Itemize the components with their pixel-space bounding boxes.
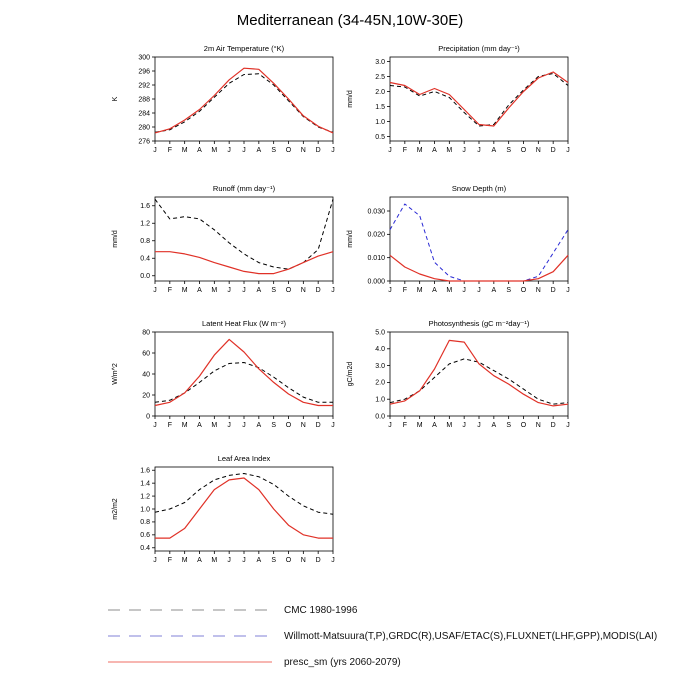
svg-text:m2/m2: m2/m2: [112, 498, 119, 520]
svg-text:F: F: [167, 422, 172, 429]
svg-text:F: F: [167, 287, 172, 294]
svg-text:Snow Depth (m): Snow Depth (m): [451, 184, 507, 193]
svg-text:J: J: [331, 422, 335, 429]
svg-text:O: O: [285, 147, 292, 154]
svg-text:S: S: [271, 422, 277, 429]
svg-text:A: A: [197, 422, 202, 429]
svg-text:N: N: [300, 557, 306, 564]
svg-text:N: N: [535, 287, 541, 294]
svg-text:0.030: 0.030: [367, 208, 385, 216]
svg-text:1.6: 1.6: [140, 203, 150, 211]
svg-text:J: J: [388, 422, 392, 429]
svg-text:A: A: [491, 422, 497, 429]
svg-text:5.0: 5.0: [375, 329, 385, 337]
svg-text:M: M: [416, 147, 423, 154]
svg-text:0.4: 0.4: [140, 255, 150, 263]
svg-text:S: S: [271, 147, 277, 154]
svg-text:J: J: [566, 147, 570, 154]
svg-text:J: J: [477, 287, 481, 294]
svg-text:N: N: [535, 147, 541, 154]
svg-text:A: A: [491, 287, 497, 294]
svg-text:J: J: [566, 422, 570, 429]
svg-text:O: O: [285, 287, 292, 294]
legend-item-cmc: [106, 597, 657, 623]
svg-text:3.0: 3.0: [375, 58, 385, 66]
chart-2m-air-temperature: [107, 43, 347, 161]
svg-text:J: J: [242, 422, 246, 429]
svg-text:0.6: 0.6: [140, 532, 150, 540]
svg-text:J: J: [227, 422, 231, 429]
svg-text:1.0: 1.0: [375, 118, 385, 126]
svg-text:0.4: 0.4: [140, 545, 150, 553]
svg-text:Latent Heat Flux (W m⁻²): Latent Heat Flux (W m⁻²): [202, 319, 286, 328]
legend-item-presc-sm: [106, 649, 657, 675]
svg-text:1.2: 1.2: [140, 220, 150, 228]
svg-text:288: 288: [138, 96, 150, 104]
svg-text:J: J: [462, 287, 466, 294]
svg-text:M: M: [446, 422, 453, 429]
svg-text:60: 60: [142, 350, 150, 358]
svg-text:276: 276: [138, 138, 150, 146]
svg-text:2.5: 2.5: [375, 73, 385, 81]
svg-text:1.0: 1.0: [375, 396, 385, 404]
svg-text:A: A: [432, 422, 437, 429]
svg-text:D: D: [315, 422, 321, 429]
svg-text:0.8: 0.8: [140, 519, 150, 527]
svg-text:F: F: [167, 557, 172, 564]
legend-label: CMC 1980-1996: [284, 604, 358, 616]
svg-text:J: J: [242, 557, 246, 564]
svg-text:Photosynthesis (gC m⁻²day⁻¹): Photosynthesis (gC m⁻²day⁻¹): [428, 319, 530, 328]
svg-text:J: J: [153, 287, 157, 294]
svg-text:J: J: [462, 422, 466, 429]
svg-text:3.0: 3.0: [375, 362, 385, 370]
legend-dashed-gray-line: [106, 604, 274, 616]
svg-text:J: J: [477, 422, 481, 429]
svg-text:W/m^2: W/m^2: [112, 363, 119, 385]
svg-text:J: J: [242, 287, 246, 294]
chart-photosynthesis: [342, 318, 582, 436]
svg-text:S: S: [506, 147, 512, 154]
svg-text:0.010: 0.010: [367, 254, 385, 262]
svg-text:1.4: 1.4: [140, 480, 150, 488]
svg-text:280: 280: [138, 124, 150, 132]
svg-text:S: S: [271, 287, 277, 294]
svg-text:M: M: [416, 422, 423, 429]
svg-text:1.0: 1.0: [140, 506, 150, 514]
svg-text:S: S: [506, 287, 512, 294]
svg-text:2m Air Temperature (°K): 2m Air Temperature (°K): [203, 44, 285, 53]
legend-label: Willmott-Matsuura(T,P),GRDC(R),USAF/ETAC(S),FLUXNET(LHF,GPP),MODIS(LAI): [284, 630, 658, 642]
svg-text:D: D: [550, 147, 556, 154]
svg-text:A: A: [432, 287, 437, 294]
svg-text:J: J: [242, 147, 246, 154]
svg-text:1.5: 1.5: [375, 103, 385, 111]
svg-text:N: N: [300, 287, 306, 294]
svg-text:M: M: [211, 422, 218, 429]
svg-text:0.020: 0.020: [367, 231, 385, 239]
svg-text:J: J: [388, 287, 392, 294]
svg-text:F: F: [402, 147, 407, 154]
svg-text:J: J: [388, 147, 392, 154]
svg-text:A: A: [491, 147, 497, 154]
svg-text:292: 292: [138, 82, 150, 90]
svg-text:J: J: [462, 147, 466, 154]
svg-text:A: A: [197, 557, 202, 564]
svg-text:gC/m2d: gC/m2d: [347, 361, 354, 387]
svg-text:M: M: [211, 147, 218, 154]
svg-text:N: N: [535, 422, 541, 429]
svg-text:0.0: 0.0: [140, 273, 150, 281]
svg-text:M: M: [446, 287, 453, 294]
svg-text:A: A: [256, 147, 262, 154]
legend-item-obs-blend: [106, 623, 657, 649]
svg-text:80: 80: [142, 329, 150, 337]
svg-text:20: 20: [142, 392, 150, 400]
svg-text:M: M: [211, 287, 218, 294]
svg-text:J: J: [153, 422, 157, 429]
figure-title: Mediterranean (34-45N,10W-30E): [236, 12, 464, 29]
svg-text:1.6: 1.6: [140, 467, 150, 475]
svg-text:O: O: [285, 422, 292, 429]
svg-text:2.0: 2.0: [375, 379, 385, 387]
svg-text:O: O: [285, 557, 292, 564]
svg-text:mm/d: mm/d: [112, 230, 119, 248]
svg-text:A: A: [256, 422, 262, 429]
chart-latent-heat-flux: [107, 318, 347, 436]
svg-text:D: D: [315, 557, 321, 564]
svg-text:2.0: 2.0: [375, 88, 385, 96]
chart-runoff: [107, 183, 347, 301]
svg-text:J: J: [153, 557, 157, 564]
svg-text:D: D: [550, 422, 556, 429]
svg-text:284: 284: [138, 110, 150, 118]
svg-text:M: M: [181, 422, 188, 429]
svg-text:300: 300: [138, 54, 150, 62]
svg-text:296: 296: [138, 68, 150, 76]
legend-dashed-blue-line: [106, 630, 274, 642]
svg-text:N: N: [300, 422, 306, 429]
svg-text:M: M: [416, 287, 423, 294]
svg-text:A: A: [197, 147, 202, 154]
svg-text:J: J: [566, 287, 570, 294]
svg-text:0: 0: [146, 413, 150, 421]
svg-text:A: A: [256, 287, 262, 294]
svg-text:4.0: 4.0: [375, 346, 385, 354]
svg-text:F: F: [402, 422, 407, 429]
svg-text:J: J: [153, 147, 157, 154]
svg-text:mm/d: mm/d: [347, 90, 354, 108]
svg-text:K: K: [112, 96, 119, 102]
svg-text:O: O: [520, 287, 527, 294]
chart-precipitation: [342, 43, 582, 161]
svg-text:M: M: [211, 557, 218, 564]
svg-text:J: J: [331, 287, 335, 294]
legend-solid-red-line: [106, 656, 274, 668]
svg-text:M: M: [181, 147, 188, 154]
svg-text:O: O: [520, 147, 527, 154]
svg-text:A: A: [256, 557, 262, 564]
svg-text:Precipitation (mm day⁻¹): Precipitation (mm day⁻¹): [438, 44, 520, 53]
svg-text:0.000: 0.000: [367, 278, 385, 286]
svg-text:Leaf Area Index: Leaf Area Index: [217, 454, 271, 463]
svg-text:J: J: [227, 287, 231, 294]
svg-text:D: D: [315, 287, 321, 294]
svg-text:J: J: [331, 557, 335, 564]
svg-text:M: M: [446, 147, 453, 154]
chart-snow-depth: [342, 183, 582, 301]
svg-text:M: M: [181, 287, 188, 294]
legend: [106, 597, 657, 675]
svg-text:J: J: [331, 147, 335, 154]
svg-text:0.0: 0.0: [375, 413, 385, 421]
svg-text:J: J: [227, 147, 231, 154]
svg-text:J: J: [477, 147, 481, 154]
svg-text:D: D: [550, 287, 556, 294]
svg-text:F: F: [167, 147, 172, 154]
svg-text:D: D: [315, 147, 321, 154]
legend-label: presc_sm (yrs 2060-2079): [284, 656, 401, 668]
svg-text:Runoff (mm day⁻¹): Runoff (mm day⁻¹): [212, 184, 276, 193]
svg-text:O: O: [520, 422, 527, 429]
svg-text:0.5: 0.5: [375, 133, 385, 141]
svg-text:M: M: [181, 557, 188, 564]
svg-text:J: J: [227, 557, 231, 564]
svg-text:mm/d: mm/d: [347, 230, 354, 248]
chart-leaf-area-index: [107, 453, 347, 571]
svg-text:0.8: 0.8: [140, 238, 150, 246]
svg-text:N: N: [300, 147, 306, 154]
svg-text:A: A: [197, 287, 202, 294]
svg-text:1.2: 1.2: [140, 493, 150, 501]
svg-text:40: 40: [142, 371, 150, 379]
svg-text:S: S: [271, 557, 277, 564]
svg-text:A: A: [432, 147, 437, 154]
svg-text:F: F: [402, 287, 407, 294]
svg-text:S: S: [506, 422, 512, 429]
